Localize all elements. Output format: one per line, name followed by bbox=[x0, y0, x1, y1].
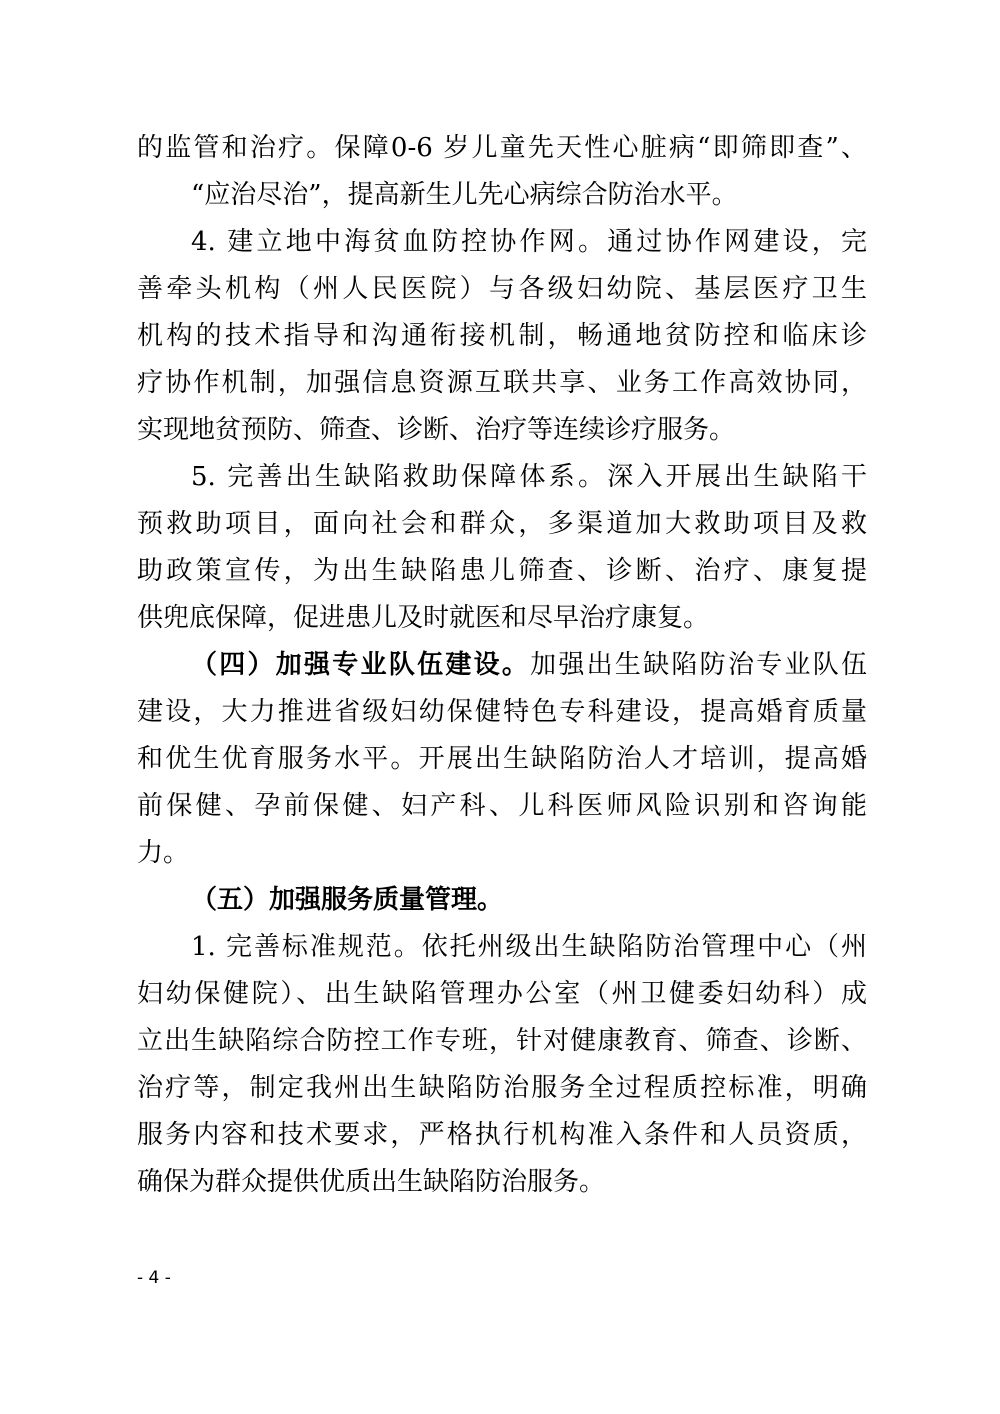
text-line: 实现地贫预防、筛查、诊断、治疗等连续诊疗服务。 bbox=[137, 415, 736, 445]
text-line: 建设，大力推进省级妇幼保健特色专科建设，提高婚育质量 bbox=[137, 697, 867, 727]
text-line: 4. 建立地中海贫血防控协作网。通过协作网建设，完 bbox=[191, 227, 867, 257]
text-line: 善牵头机构（州人民医院）与各级妇幼院、基层医疗卫生 bbox=[137, 274, 867, 304]
text-line: 供兜底保障，促进患儿及时就医和尽早治疗康复。 bbox=[137, 603, 710, 633]
text-line: 确保为群众提供优质出生缺陷防治服务。 bbox=[137, 1167, 606, 1197]
text-line: 立出生缺陷综合防控工作专班，针对健康教育、筛查、诊断、 bbox=[137, 1026, 867, 1056]
section-four-first-line bbox=[191, 641, 867, 689]
text-line: 疗协作机制，加强信息资源互联共享、业务工作高效协同， bbox=[137, 368, 867, 398]
text-line: 5. 完善出生缺陷救助保障体系。深入开展出生缺陷干 bbox=[191, 462, 867, 492]
text-line: 加强出生缺陷防治专业队伍 bbox=[530, 650, 867, 680]
text-line: 服务内容和技术要求，严格执行机构准入条件和人员资质， bbox=[137, 1120, 867, 1150]
text-line: 和优生优育服务水平。开展出生缺陷防治人才培训，提高婚 bbox=[137, 744, 867, 774]
text-line: 前保健、孕前保健、妇产科、儿科医师风险识别和咨询能 bbox=[137, 791, 867, 821]
text-line: 助政策宣传，为出生缺陷患儿筛查、诊断、治疗、康复提 bbox=[137, 556, 867, 586]
text-line: 妇幼保健院）、出生缺陷管理办公室（州卫健委妇幼科）成 bbox=[137, 979, 867, 1009]
text-line: 力。 bbox=[137, 838, 190, 868]
section-heading-four: （四）加强专业队伍建设。 bbox=[191, 650, 531, 680]
text-line: “应治尽治”，提高新生儿先心病综合防治水平。 bbox=[191, 180, 738, 210]
text-line: 预救助项目，面向社会和群众，多渠道加大救助项目及救 bbox=[137, 509, 867, 539]
text-line: 治疗等，制定我州出生缺陷防治服务全过程质控标准，明确 bbox=[137, 1073, 867, 1103]
page-number: - 4 - bbox=[137, 1268, 171, 1288]
text-line: 的监管和治疗。保障0-6 岁儿童先天性心脏病“即筛即查”、 bbox=[137, 133, 867, 163]
section-heading-five: （五）加强服务质量管理。 bbox=[191, 885, 504, 915]
text-line: 1. 完善标准规范。依托州级出生缺陷防治管理中心（州 bbox=[191, 932, 867, 962]
text-line: 机构的技术指导和沟通衔接机制，畅通地贫防控和临床诊 bbox=[137, 321, 867, 351]
